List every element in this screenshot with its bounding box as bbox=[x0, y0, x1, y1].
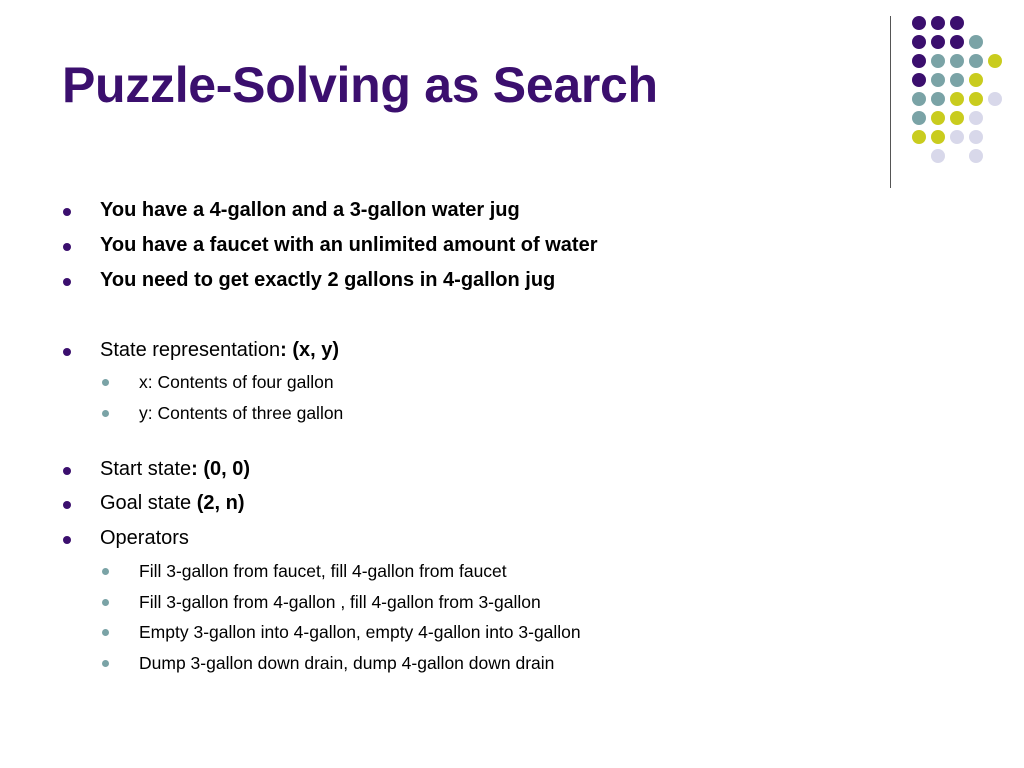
goal-value: (2, n) bbox=[196, 492, 245, 514]
sub-bullet-text: x: Contents of four gallon bbox=[139, 372, 334, 392]
bullet-text: You need to get exactly 2 gallons in 4-gallon jug bbox=[100, 269, 556, 291]
bullet-goal-state bbox=[100, 492, 245, 515]
bullet-goal-amount bbox=[100, 269, 555, 292]
sub-bullet-dot bbox=[102, 629, 109, 636]
start-label: Start state bbox=[100, 458, 192, 480]
goal-label: Goal state bbox=[100, 492, 197, 514]
sub-bullet-op3 bbox=[139, 622, 581, 643]
bullet-dot bbox=[63, 501, 71, 509]
bullet-dot bbox=[63, 348, 71, 356]
sub-bullet-op4 bbox=[139, 653, 554, 674]
sub-bullet-text: Fill 3-gallon from faucet, fill 4-gallon from faucet bbox=[139, 561, 507, 581]
start-value: : (0, 0) bbox=[191, 458, 251, 480]
sub-bullet-y bbox=[139, 403, 343, 424]
sub-bullet-text: Empty 3-gallon into 4-gallon, empty 4-gallon into 3-gallon bbox=[139, 622, 581, 642]
sub-bullet-dot bbox=[102, 599, 109, 606]
sub-bullet-dot bbox=[102, 379, 109, 386]
slide-title: Puzzle-Solving as Search bbox=[62, 57, 658, 113]
bullet-text: You have a 4-gallon and a 3-gallon water jug bbox=[100, 199, 520, 221]
state-rep-label: State representation bbox=[100, 339, 281, 361]
sub-bullet-x bbox=[139, 372, 334, 393]
sub-bullet-dot bbox=[102, 410, 109, 417]
sub-bullet-dot bbox=[102, 660, 109, 667]
operators-label: Operators bbox=[100, 527, 189, 549]
bullet-text: You have a faucet with an unlimited amount of water bbox=[100, 234, 598, 256]
bullet-operators bbox=[100, 527, 189, 550]
bullet-dot bbox=[63, 243, 71, 251]
sub-bullet-op1 bbox=[139, 561, 507, 582]
bullet-dot bbox=[63, 536, 71, 544]
state-rep-value: : (x, y) bbox=[280, 339, 340, 361]
bullet-faucet bbox=[100, 234, 597, 257]
bullet-dot bbox=[63, 208, 71, 216]
sub-bullet-op2 bbox=[139, 592, 541, 613]
bullet-dot bbox=[63, 467, 71, 475]
bullet-state-representation bbox=[100, 339, 339, 362]
bullet-start-state bbox=[100, 458, 250, 481]
sub-bullet-text: y: Contents of three gallon bbox=[139, 403, 344, 423]
bullet-dot bbox=[63, 278, 71, 286]
sub-bullet-dot bbox=[102, 568, 109, 575]
bullet-jugs bbox=[100, 199, 520, 222]
sub-bullet-text: Dump 3-gallon down drain, dump 4-gallon down drain bbox=[139, 653, 555, 673]
sub-bullet-text: Fill 3-gallon from 4-gallon , fill 4-gallon from 3-gallon bbox=[139, 592, 541, 612]
